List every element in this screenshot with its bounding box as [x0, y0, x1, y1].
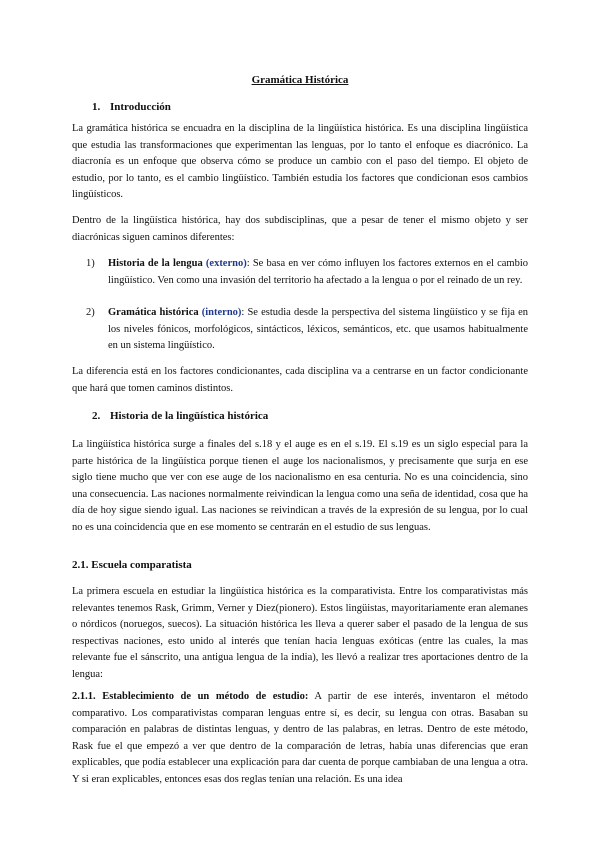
section-2-paragraph-1: La lingüística histórica surge a finales del s.18 y el auge es en el s.19. El s.19 es un siglo especial para la parte histórica de la lingüística porque tienen el auge los nacionalismos, y precisamente que surja en ese siglo tiene mucho que ver con ese auge de los nacionalismo en esa centuria. No es una coincidencia, sino una consecuencia. Las naciones normalmente reivindican la lengua como una seña de identidad, cosa que ha día de hoy sigue siendo igual. Las naciones se reivindican a través de la expresión de su lengua, por lo cual no es una coincidencia que en ese momento se centrarán en el estudio de sus lenguas.	[72, 439, 528, 533]
section-2-1-paragraph: La primera escuela en estudiar la lingüística histórica es la comparativista. Entre los comparativistas más relevantes tenemos Rask, Grimm, Verner y Diez(pionero). Estos lingüistas, mayoritariamente eran alemanes o nórdicos (noruegos, suecos). La situación histórica les lleva a querer saber el pasado de la lengua de sus respectivas naciones, esto unido al interés que tenían hacia lenguas exóticas (entre las cuales, la mas relevante fue el sánscrito, una antigua lengua de la india), les llevó a realizar tres aportaciones dentro de la lengua:	[72, 586, 528, 680]
list-item-number: 2)	[86, 307, 95, 318]
list-item-number: 1)	[86, 258, 95, 269]
section-2-number: 2.	[92, 410, 101, 422]
section-1-paragraph-1: La gramática histórica se encuadra en la disciplina de la lingüística histórica. Es una disciplina lingüística que estudia las transformaciones que experimentan las lenguas, por lo tanto el enfoque es diacrónico. La diacronía es un enfoque que observa cómo se produce un cambio con el paso del tiempo. El objeto de estudio, por lo tanto, es el cambio lingüístico. También estudia los factores que condicionan esos cambios lingüísticos.	[72, 123, 528, 200]
list-item-text: : Se estudia desde la perspectiva del sistema lingüístico y se fija en los niveles fónicos, morfológicos, sintácticos, léxicos, semánticos, etc. que usamos habitualmente en un sistema lingüístico.	[108, 307, 528, 351]
section-2-heading	[92, 410, 268, 422]
section-2-1-1-paragraph	[72, 689, 528, 788]
section-1-number: 1.	[92, 101, 101, 113]
list-item-1	[86, 256, 528, 289]
section-2-1-1-text: A partir de ese interés, inventaron el método comparativo. Los comparativistas comparan lenguas entre sí, es decir, su lengua con otras. Basaban su comparación en palabras de distintas lenguas, y dentro de las palabras, en letras. Dentro de este método, Rask fue el que empezó a ver que dentro de la comparación de letras, había unas diferencias que eran explicables, que podía establecer una explicación para dar cuenta de porque cambiaban de una lengua a otra. Y si eran explicables, entonces esas dos reglas tenían una relación. Es una idea	[72, 691, 528, 785]
section-2-1-heading: 2.1. Escuela comparatista	[72, 559, 192, 571]
document-title: Gramática Histórica	[251, 74, 349, 86]
section-1-title: Introducción	[110, 101, 171, 113]
list-item-term: Gramática histórica	[108, 307, 199, 318]
list-item-keyword: (externo)	[205, 258, 247, 269]
section-1-paragraph-2: Dentro de la lingüística histórica, hay dos subdisciplinas, que a pesar de tener el mismo objeto y ser diacrónicas siguen caminos diferentes:	[72, 215, 528, 243]
section-2-1-1-heading: 2.1.1. Establecimiento de un método de estudio:	[72, 691, 309, 702]
section-1-paragraph-3: La diferencia está en los factores condicionantes, cada disciplina va a centrarse en un factor condicionante que hará que tomen caminos distintos.	[72, 366, 528, 394]
section-2-title: Historia de la lingüística histórica	[110, 410, 269, 422]
list-item-2	[86, 305, 528, 355]
section-1-heading	[92, 101, 171, 113]
list-item-term: Historia de la lengua	[108, 258, 203, 269]
list-item-keyword: (interno)	[201, 307, 242, 318]
list-item-text: : Se basa en ver cómo influyen los factores externos en el cambio lingüístico. Ven como una invasión del territorio ha afectado a la lengua o por el reinado de un rey.	[108, 258, 529, 286]
